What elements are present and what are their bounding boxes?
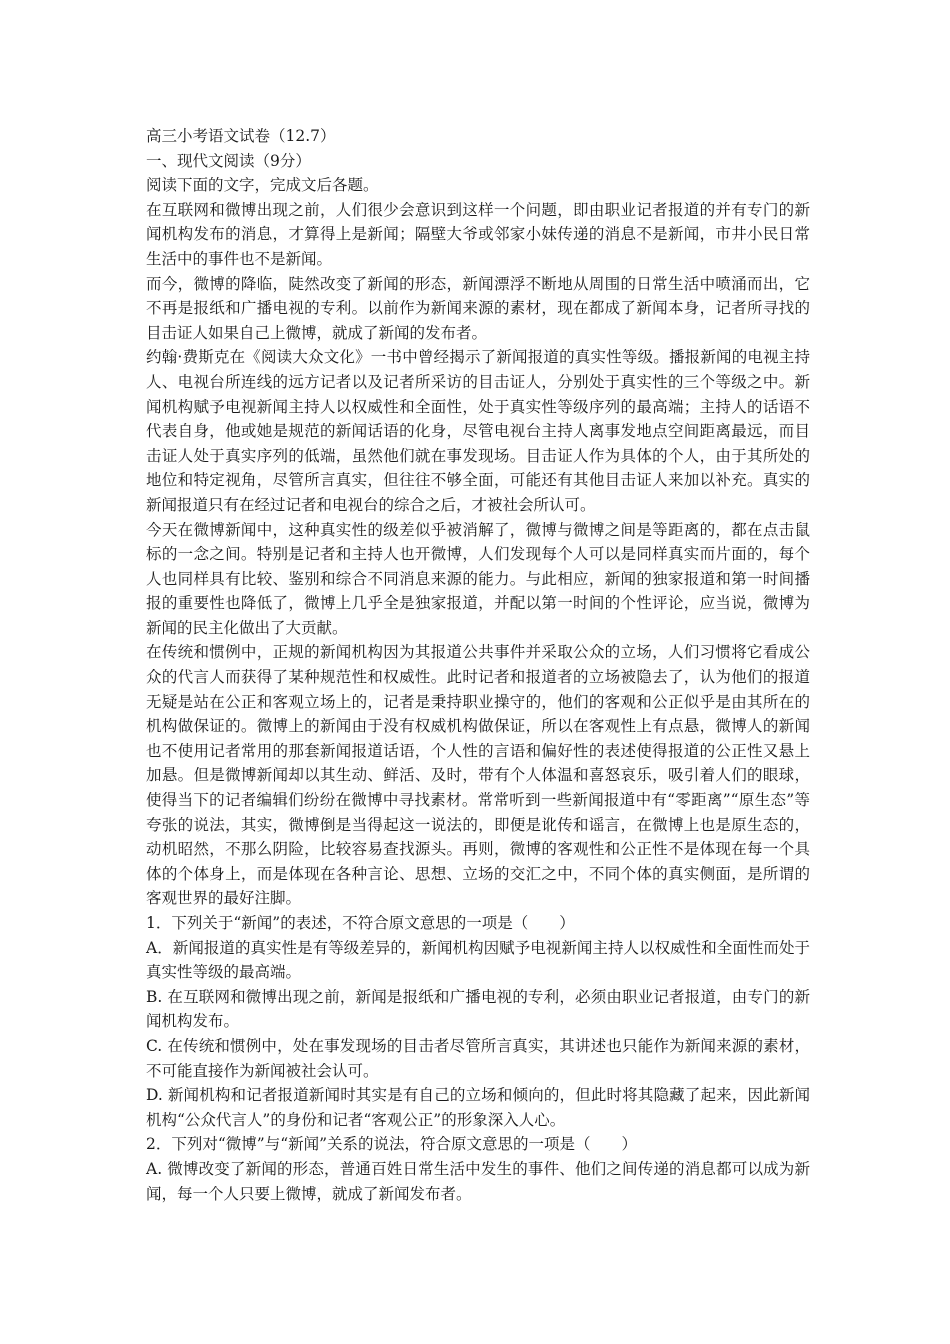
- passage-paragraph-3: 约翰·费斯克在《阅读大众文化》一书中曾经揭示了新闻报道的真实性等级。播报新闻的电视主持人、电视台所连线的远方记者以及记者所采访的目击证人，分别处于真实性的三个等级之中。新闻机构赋予电视新闻主持人以权威性和全面性，处于真实性等级序列的最高端；主持人的话语不代表自身，他或她是规范的新闻话语的化身，尽管电视台主持人离事发地点空间距离最远，而目击证人处于真实序列的低端，虽然他们就在事发现场。目击证人作为具体的个人，由于其所处的地位和特定视角，尽管所言真实，但往往不够全面，可能还有其他目击证人来加以补充。真实的新闻报道只有在经过记者和电视台的综合之后，才被社会所认可。: [146, 348, 810, 514]
- section-heading: 一、现代文阅读（9分）: [146, 151, 311, 170]
- question-2-option-a: A. 微博改变了新闻的形态，普通百姓日常生活中发生的事件、他们之间传递的消息都可以成为新闻，每一个人只要上微博，就成了新闻发布者。: [146, 1159, 810, 1203]
- question-1-option-b: B. 在互联网和微博出现之前，新闻是报纸和广播电视的专利，必须由职业记者报道，由专门的新闻机构发布。: [146, 987, 810, 1031]
- question-1-option-a: A．新闻报道的真实性是有等级差异的，新闻机构因赋予电视新闻主持人以权威性和全面性而处于真实性等级的最高端。: [146, 938, 810, 982]
- question-1-option-d: D. 新闻机构和记者报道新闻时其实是有自己的立场和倾向的，但此时将其隐藏了起来，因此新闻机构“公众代言人”的身份和记者“客观公正”的形象深入人心。: [146, 1086, 810, 1129]
- exam-page: [146, 124, 810, 1206]
- passage-paragraph-1: 在互联网和微博出现之前，人们很少会意识到这样一个问题，即由职业记者报道的并有专门的新闻机构发布的消息，才算得上是新闻；隔壁大爷或邻家小妹传递的消息不是新闻，市井小民日常生活中的事件也不是新闻。: [146, 200, 810, 268]
- passage-paragraph-5: 在传统和惯例中，正规的新闻机构因为其报道公共事件并采取公众的立场，人们习惯将它看成公众的代言人而获得了某种规范性和权威性。此时记者和报道者的立场被隐去了，认为他们的报道无疑是站在公正和客观立场上的，记者是秉持职业操守的，他们的客观和公正似乎是由其所在的机构做保证的。微博上的新闻由于没有权威机构做保证，所以在客观性上有点悬，微博人的新闻也不使用记者常用的那套新闻报道话语，个人性的言语和偏好性的表述使得报道的公正性又悬上加悬。但是微博新闻却以其生动、鲜活、及时，带有个人体温和喜怒哀乐，吸引着人们的眼球，使得当下的记者编辑们纷纷在微博中寻找素材。常常听到一些新闻报道中有“零距离”“原生态”等夸张的说法，其实，微博倒是当得起这一说法的，即便是讹传和谣言，在微博上也是原生态的，动机昭然，不那么阴险，比较容易查找源头。再则，微博的客观性和公正性不是体现在每一个具体的个体身上，而是体现在各种言论、思想、立场的交汇之中，不同个体的真实侧面，是所谓的客观世界的最好注脚。: [146, 643, 810, 908]
- reading-instruction: 阅读下面的文字，完成文后各题。: [146, 176, 379, 195]
- question-1-stem: 1．下列关于“新闻”的表述，不符合原文意思的一项是（ ）: [146, 914, 575, 932]
- exam-title: 高三小考语文试卷（12.7）: [146, 127, 336, 145]
- question-1-option-c: C. 在传统和惯例中，处在事发现场的目击者尽管所言真实，其讲述也只能作为新闻来源的素材，不可能直接作为新闻被社会认可。: [146, 1036, 810, 1080]
- question-2-stem: 2．下列对“微博”与“新闻”关系的说法，符合原文意思的一项是（ ）: [146, 1135, 638, 1154]
- passage-paragraph-2: 而今，微博的降临，陡然改变了新闻的形态，新闻漂浮不断地从周围的日常生活中喷涌而出，它不再是报纸和广播电视的专利。以前作为新闻来源的素材，现在都成了新闻本身，记者所寻找的目击证人如果自己上微博，就成了新闻的发布者。: [146, 274, 810, 342]
- passage-paragraph-4: 今天在微博新闻中，这种真实性的级差似乎被消解了，微博与微博之间是等距离的，都在点击鼠标的一念之间。特别是记者和主持人也开微博，人们发现每个人可以是同样真实而片面的，每个人也同样具有比较、鉴别和综合不同消息来源的能力。与此相应，新闻的独家报道和第一时间播报的重要性也降低了，微博上几乎全是独家报道，并配以第一时间的个性评论，应当说，微博为新闻的民主化做出了大贡献。: [146, 520, 810, 637]
